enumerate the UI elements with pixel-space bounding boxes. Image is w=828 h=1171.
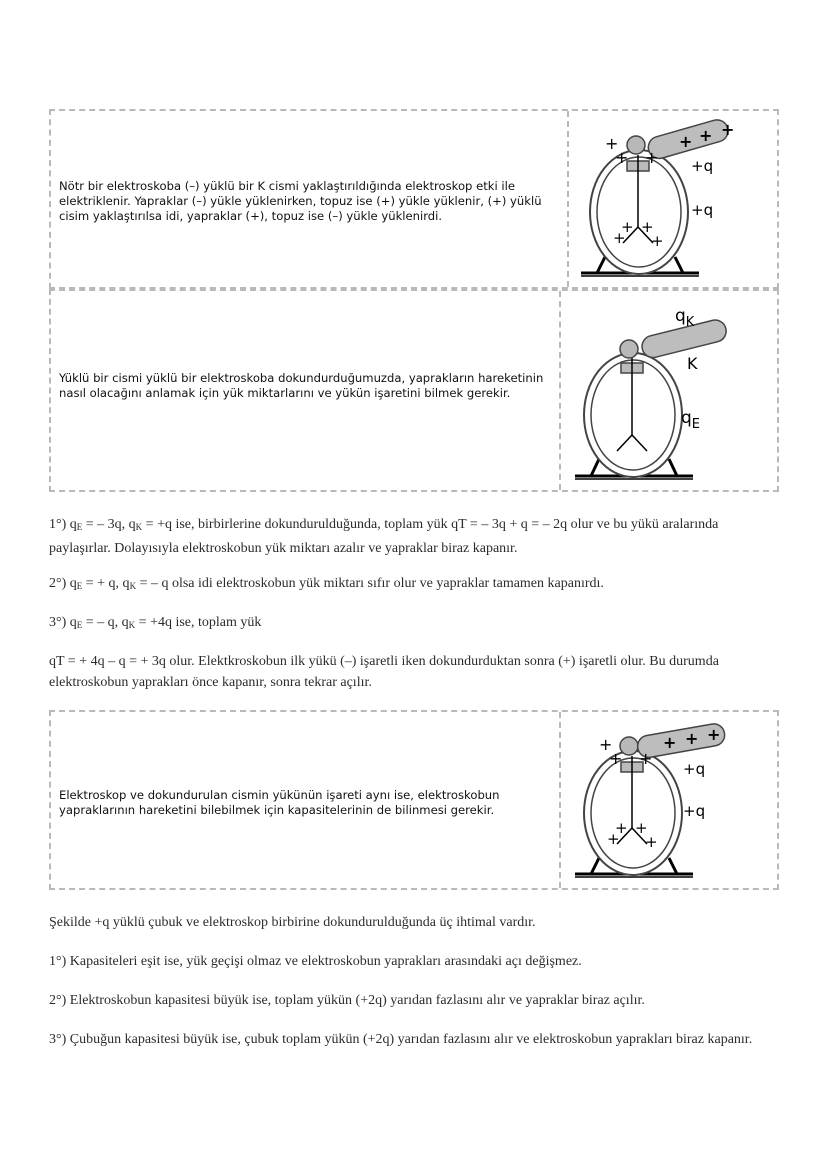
knob-sign: + bbox=[639, 749, 653, 768]
info-box-capacity bbox=[49, 710, 779, 890]
box-text: Elektroskop ve dokundurulan cismin yükünün işareti aynı ise, elektroskobun yapraklarının hareketini bilebilmek için kapasitelerinin de bilinmesi gerekir. bbox=[59, 788, 500, 817]
leaf-sign: + bbox=[621, 218, 634, 236]
rod-charge-label: +q bbox=[691, 157, 714, 175]
leaf-sign: + bbox=[615, 819, 628, 837]
electroscope-charge-label: $q_E$ bbox=[681, 408, 701, 432]
knob-sign: + bbox=[605, 134, 619, 153]
paragraph-total-charge: qT = + 4q – q = + 3q olur. Elektkroskobun ilk yükü (–) işaretli iken dokundurduktan sonra (+) işaretli olur. Bu durumda elektroskobun yaprakları önce kapanır, sonra tekrar açılır. bbox=[49, 654, 719, 690]
knob-sign: + bbox=[615, 148, 629, 167]
leaf-sign: + bbox=[651, 232, 664, 250]
leaf-sign: + bbox=[607, 830, 620, 848]
info-box-contact bbox=[49, 289, 779, 492]
rod-sign: + bbox=[679, 132, 693, 151]
leaf-sign: + bbox=[641, 218, 654, 236]
knob-sign: + bbox=[645, 148, 659, 167]
electroscope-figure-labeled bbox=[569, 299, 773, 487]
box-divider bbox=[559, 291, 561, 490]
rod-sign: + bbox=[699, 126, 713, 145]
paragraph-case-2: 2°) $q_E$ = + q, $q_K$ = – q olsa idi elektroskobun yük miktarı sıfır olur ve yapraklar tamamen kapanırdı. bbox=[49, 576, 604, 591]
info-box-induction bbox=[49, 109, 779, 289]
rod-sign: + bbox=[685, 729, 699, 748]
paragraph-electroscope-larger: 2°) Elektroskobun kapasitesi büyük ise, toplam yükün (+2q) yarıdan fazlasını alır ve yapraklar biraz açılır. bbox=[49, 993, 645, 1008]
rod-sign: + bbox=[707, 725, 721, 744]
body-charge-label: +q bbox=[691, 201, 714, 219]
box-divider bbox=[567, 111, 569, 287]
paragraph-three-cases: Şekilde +q yüklü çubuk ve elektroskop birbirine dokundurulduğunda üç ihtimal vardır. bbox=[49, 915, 536, 930]
box-text: Nötr bir elektroskoba (–) yüklü bir K cismi yaklaştırıldığında elektroskop etki ile elektriklenir. Yapraklar (–) yükle yüklenirken, topuz ise (+) yükle yüklenir, (+) yüklü cisim yaklaştırılsa idi, yapraklar (+), topuz ise (–) yükle yüklenirdi. bbox=[59, 179, 542, 223]
body-charge-label: +q bbox=[683, 802, 706, 820]
rod-charge-label: +q bbox=[683, 760, 706, 778]
paragraph-case-3: 3°) $q_E$ = – q, $q_K = +4q$ ise, toplam yük bbox=[49, 615, 262, 630]
electroscope-figure-charged bbox=[569, 718, 773, 888]
knob-sign: + bbox=[609, 749, 623, 768]
paragraph-equal-capacity: 1°) Kapasiteleri eşit ise, yük geçişi olmaz ve elektroskobun yaprakları arasındaki açı değişmez. bbox=[49, 954, 582, 969]
rod-charge-label: $q_K$ bbox=[675, 306, 695, 330]
electroscope-figure-charged bbox=[575, 117, 775, 287]
box-divider bbox=[559, 712, 561, 888]
paragraph-rod-larger: 3°) Çubuğun kapasitesi büyük ise, çubuk toplam yükün (+2q) yarıdan fazlasını alır ve elektroskobun yaprakları biraz kapanır. bbox=[49, 1032, 753, 1047]
rod-name-label: K bbox=[687, 354, 698, 373]
leaf-sign: + bbox=[613, 229, 626, 247]
leaf-sign: + bbox=[645, 833, 658, 851]
box-text: Yüklü bir cismi yüklü bir elektroskoba dokundurduğumuzda, yaprakların hareketinin nasıl olacağını anlamak için yük miktarlarını ve yükün işaretini bilmek gerekir. bbox=[59, 371, 544, 400]
knob-sign: + bbox=[599, 735, 613, 754]
leaf-sign: + bbox=[635, 819, 648, 837]
rod-sign: + bbox=[721, 120, 735, 139]
rod-sign: + bbox=[663, 733, 677, 752]
paragraph-case-1: 1°) $q_E$ = – 3q, $q_K = +q$ ise, birbirlerine dokundurulduğunda, toplam yük qT = – 3q + q = – 2q olur ve bu yükü aralarında paylaşırlar. Dolayısıyla elektroskobun yük miktarı azalır ve yapraklar biraz kapanır. bbox=[49, 517, 719, 556]
